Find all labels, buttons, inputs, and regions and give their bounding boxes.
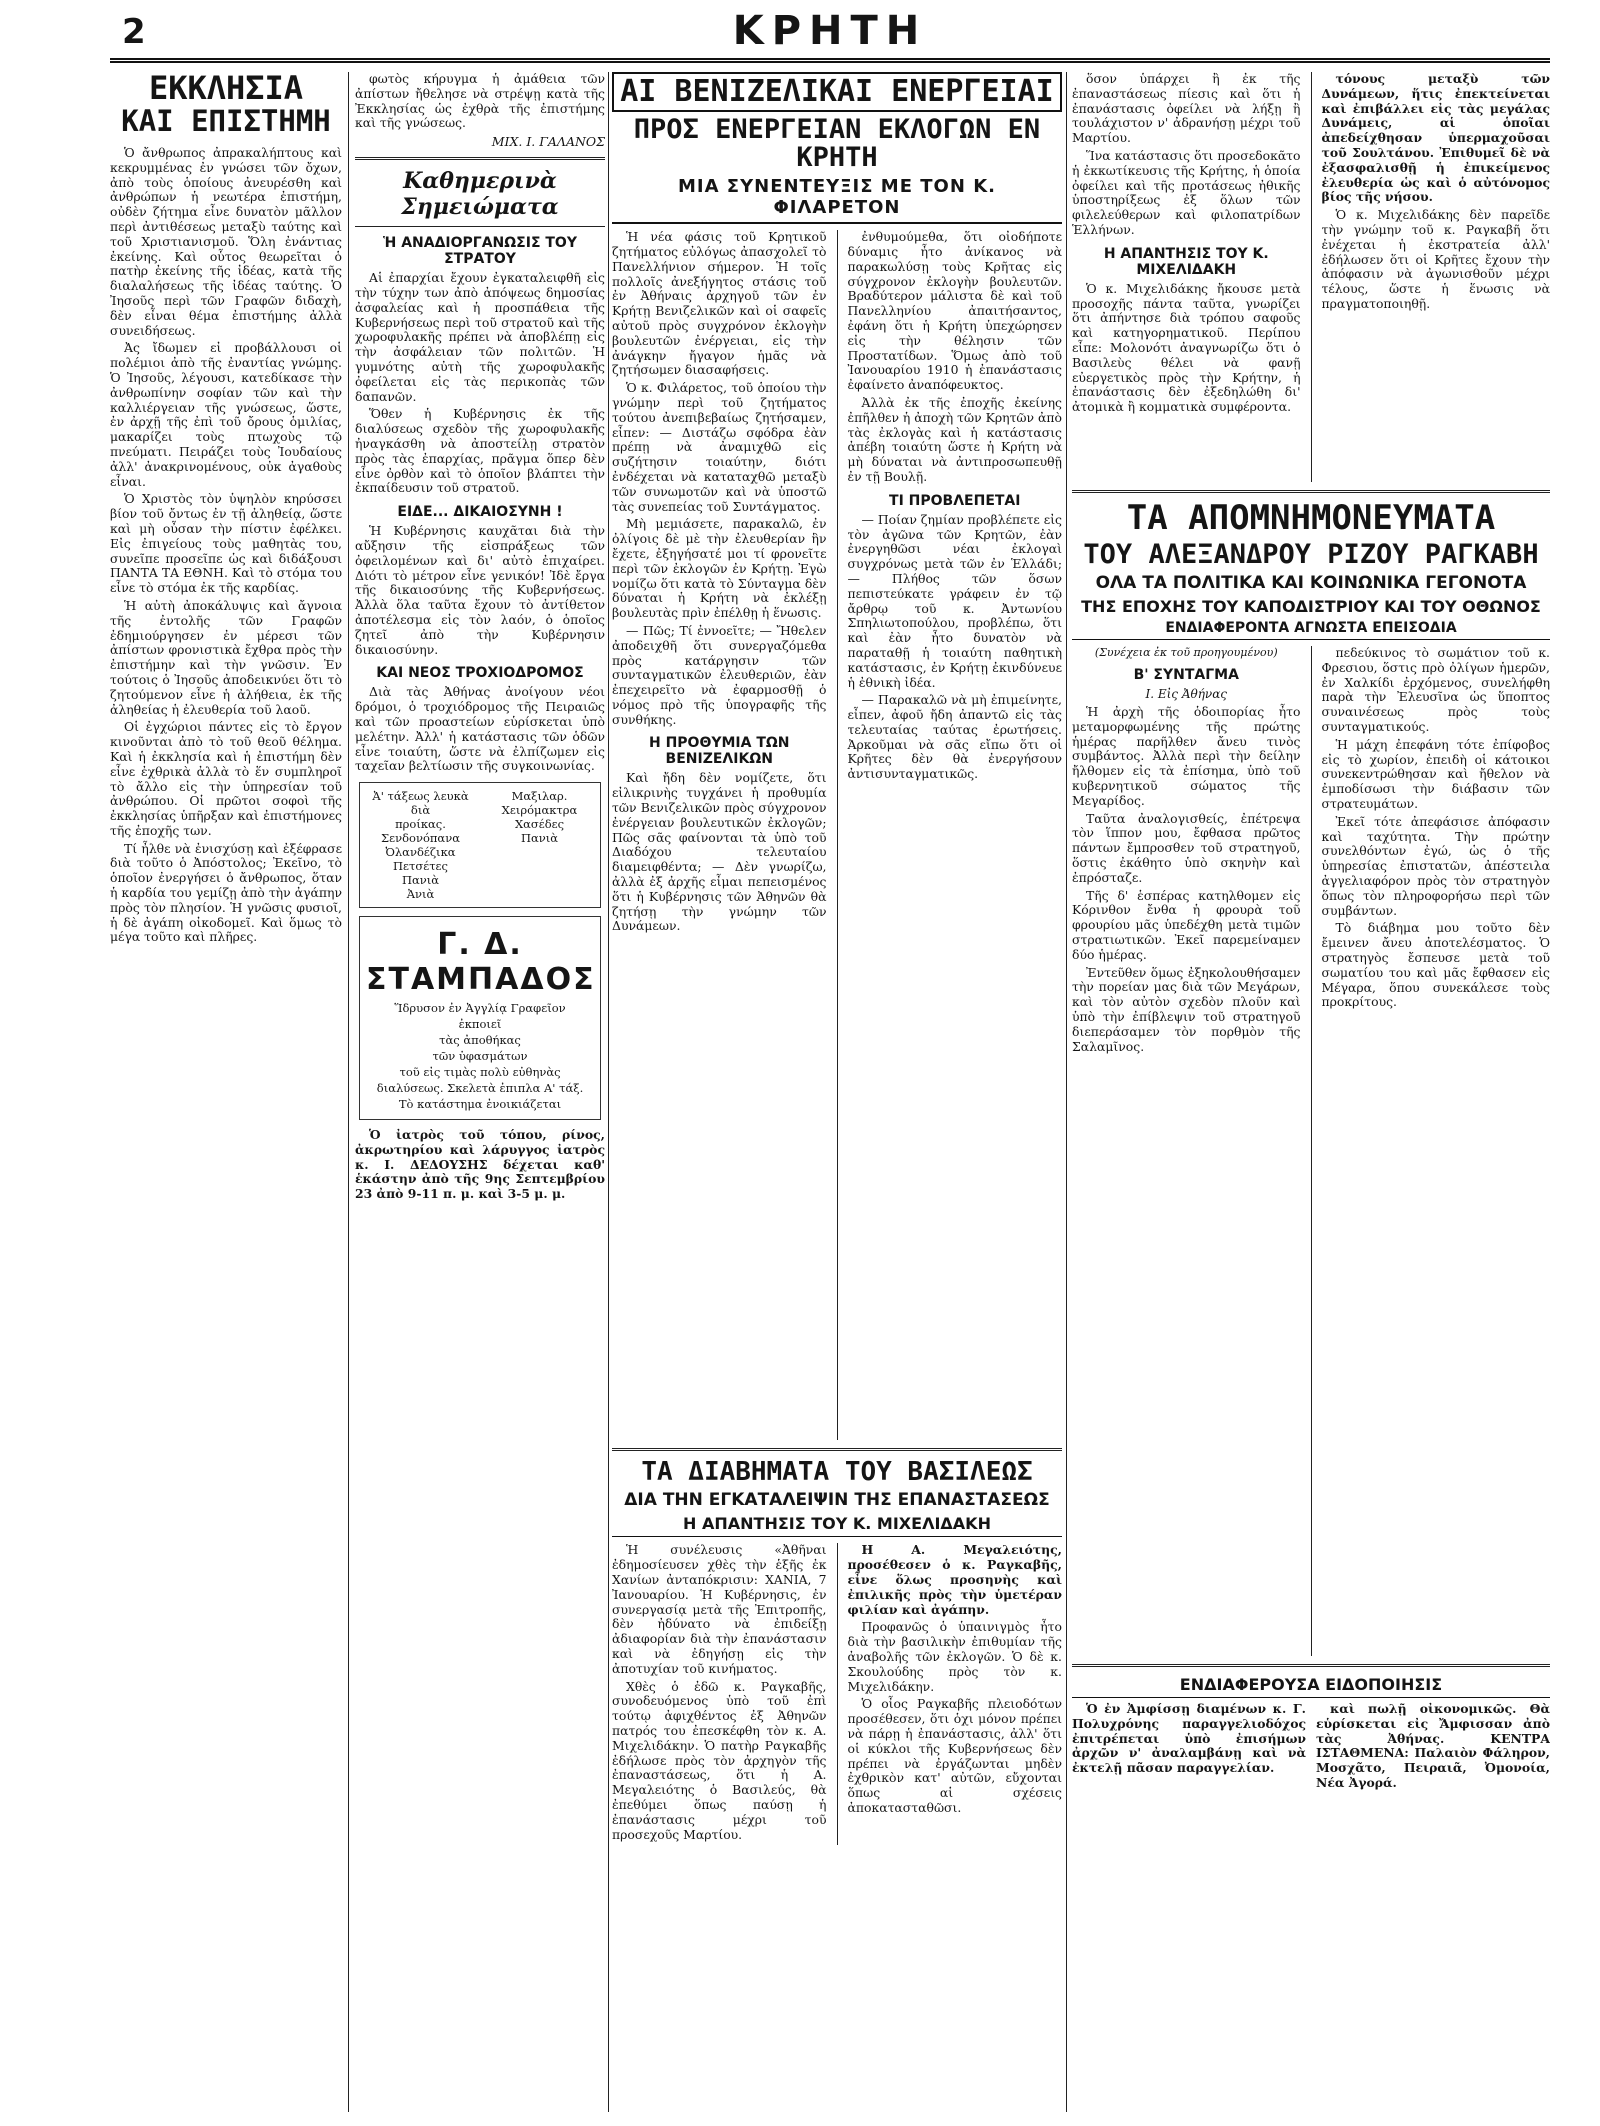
article-paragraph: Ἡ νέα φάσις τοῦ Κρητικοῦ ζητήματος εὐλόγως ἀπασχολεῖ τὸ Πανελλήνιον σήμερον. Ἡ τοῖς πολλοῖς ἀνεξήγητος στάσις τοῦ ἐν Ἀθήναις ἀρχηγοῦ τῶν ἐν Κρήτῃ Βενιζελικῶν καὶ οἱ σαφεῖς αὐτοῦ πρὸς συγχρόνον ἐκλογὴν βουλευτῶν ἐνέργειαι, εἰς τὴν ἀνάγκην ἤγαγον ἡμᾶς νὰ ζητήσωμεν διασαφήσεις.	[612, 230, 827, 378]
article-paragraph: Προφανῶς ὁ ὑπαινιγμὸς ἦτο διὰ τὴν βασιλικὴν ἐπιθυμίαν τῆς ἀναβολῆς τῶν ἐκλογῶν. Ὁ δὲ κ. Σκουλούδης πρὸς τὸν κ. Μιχελιδάκην.	[847, 1619, 1062, 1694]
memoirs-right	[1322, 646, 1551, 1656]
ad-list	[366, 789, 594, 901]
subtitle: ΚΑΙ ΝΕΟΣ ΤΡΟΧΙΟΔΡΟΜΟΣ	[376, 665, 584, 682]
inner-rule	[1311, 72, 1312, 482]
inner-rule	[837, 1543, 838, 1845]
linen-advertisement	[359, 782, 601, 908]
subtitle: ΕΙΔΕ... ΔΙΚΑΙΟΣΥΝΗ !	[397, 504, 563, 521]
author-signature: ΜΙΧ. Ι. ΓΑΛΑΝΟΣ	[491, 134, 605, 150]
continued-article	[1072, 72, 1550, 482]
article-paragraph: Ἀς ἴδωμεν εἰ προβάλλουσι οἱ πολέμιοι ἀπὸ τῆς ἐναντίας γνώμης. Ὁ Ἰησοῦς, λέγουσι, κατεδίκασε τὴν ἀνθρωπίνην σοφίαν τῶν καὶ τὴν καλλιέργειαν τῆς γνώσεως, ὥστε, ἐν ἀρχῇ τῆς ἐπὶ τοῦ ὄρους ὁμιλίας, μακαρίζει τοὺς πτωχοὺς τῷ πνεύματι. Πειράζει τοὺς Ἰουδαίους ἀλλ' ἀνακρινομένους, οὐκ ἀγαθοὺς εἶναι.	[110, 340, 342, 489]
column-church-science	[110, 72, 342, 2112]
king-headline-line1: ΤΑ ΔΙΑΒΗΜΑΤΑ ΤΟΥ ΒΑΣΙΛΕΩΣ	[641, 1457, 1033, 1488]
notice-title: ΕΝΔΙΑΦΕΡΟΥΣΑ ΕΙΔΟΠΟΙΗΣΙΣ	[1072, 1675, 1550, 1698]
king-article-right	[848, 1543, 1063, 1845]
article-paragraph: Ὁ ἄνθρωπος ἀπρακαλήπτους καὶ κεκρυμμένας ἐν γνώσει τῶν ὄχων, ἀπὸ τοὺς ὁποίους ἀνευρέσθη καὶ ἀνθρώπων ἡ νεωτέρα ἐπιστήμη, οὐδὲν ζήτημα εἶνε δυνατὸν μᾶλλον περὶ ἀντιθέσεως μεταξὺ ταύτης καὶ τοῦ Χριστιανισμοῦ. Ὅλη ἐνάντιας ἐκείνης. Καὶ οὗτος θεωρεῖται ὁ πατὴρ ἐκείνης τῆς ἰδέας, κατὰ τῆς διαλαλήσεως τῆς ἰδέας ταύτης. Ὁ Ἰησοῦς περὶ τῶν Γραφῶν διδαχὴ, δὲν εἶναι θέμα ἐπιστήμης ἀλλὰ συνειδήσεως.	[110, 145, 342, 338]
ad-subtitle: Ἵδρυσον ἐν Ἀγγλίᾳ Γραφεῖον	[394, 1001, 566, 1016]
article-paragraph: ἐνθυμούμεθα, ὅτι οἰοδήποτε δύναμις ἦτο ἀνίκανος νὰ παρακωλύσῃ τοὺς Κρῆτας εἰς σύγχρονον ἐκλογὴν βουλευτῶν. Βραδύτερον μάλιστα δὲ καὶ τοῦ Πανελληνίου ἀπαιτήσαντος, ἐφάνη ὅτι ἡ Κρήτη ὑπεχώρησεν εἰς τὴν θέλησιν τῶν Προστατίδων. Ὅμως ἀπὸ τοῦ Ἰανουαρίου 1910 ἡ ἐπανάστασις ἐφαίνετο ἀναπόφευκτος.	[847, 230, 1062, 393]
memoirs-left	[1072, 646, 1301, 1656]
intro-paragraph: φωτὸς κήρυγμα ἡ ἀμάθεια τῶν ἀπίστων ἤθελησε νὰ στρέψῃ κατὰ τῆς Ἐκκλησίας ὡς ἐχθρὰ τῆς ἐπιστήμης καὶ τῆς γνώσεως.	[355, 72, 605, 131]
masthead	[110, 8, 1550, 63]
article-paragraph: Τῆς δ' ἑσπέρας κατηλθομεν εἰς Κόρινθον ἔνθα ἡ φρουρὰ τοῦ φρουρίου μᾶς ὑπεδέχθη μετὰ τιμῶν στρατιωτικῶν. Ἐκεῖ παρεμείναμεν δύο ἡμέρας.	[1072, 887, 1301, 962]
article-paragraph: Ὅθεν ἡ Κυβέρνησις ἐκ τῆς διαλύσεως σχεδὸν τῆς χωροφυλακῆς ἠναγκάσθη νὰ ἀποστείλῃ στρατὸν πρὸς τὰς ἐπαρχίας, πρᾶγμα ὅπερ δὲν εἶνε ὀρθὸν καὶ τὸ ὁποῖον βλάπτει τὴν ἐκπαίδευσιν τοῦ στρατοῦ.	[355, 406, 605, 496]
article-title-line1: ΕΚΚΛΗΣΙΑ	[148, 72, 304, 107]
newspaper-title: ΚΡΗΤΗ	[732, 8, 928, 54]
ad-line: Ἀνιὰ	[406, 887, 435, 902]
article-paragraph: Καὶ ἤδη δὲν νομίζετε, ὅτι εἰλικρινὴς τυγχάνει ἡ προθυμία τῶν Βενιζελικῶν πρὸς σύγχρονον ἐνέργειαν βουλευτικῶν ἐκλογῶν; Πῶς σᾶς φαίνονται τὰ ὑπὸ τοῦ Διαδόχου τελευταίου διαμειφθέντα; — Δὲν γνωρίζω, ἀλλὰ ἐξ ἀρχῆς εἶμαι πεπεισμένος ὅτι ἡ Κυβέρνησις τῶν Ἀθηνῶν θὰ ζητήσῃ τὴν γνώμην τῶν Δυνάμεων.	[612, 770, 827, 934]
divider	[355, 226, 605, 227]
king-article-left	[612, 1543, 827, 1845]
article-paragraph: Ἡ συνέλευσις «Ἀθῆναι ἐδημοσίευσεν χθὲς τὴν ἑξῆς ἐκ Χανίων ἀνταπόκρισιν: ΧΑΝΙΑ, 7 Ἰανουαρίου. Ἡ Κυβέρνησις, ἐν συνεργασίᾳ μετὰ τῆς Ἐπιτροπῆς, δὲν ἠδύνατο νὰ ἐπιδείξῃ ἀδιαφορίαν διὰ τὴν ἐπανάστασιν καὶ νὰ ἐδηγήσῃ εἰς τὴν ἀποτυχίαν τοῦ κινήματος.	[612, 1542, 827, 1676]
doctor-notice: Ὁ ἰατρὸς τοῦ τόπου, ρίνος, ἀκρωτηρίου καὶ λάρυγγος ἰατρὸς κ. Ι. ΔΕΔΟΥΣΗΣ δέχεται καθ' ἑκάστην ἀπὸ τῆς 9ης Σεπτεμβρίου 23 ἀπὸ 9-11 π. μ. καὶ 3-5 μ. μ.	[355, 1127, 605, 1202]
article-paragraph: Οἱ ἐγχώριοι πάντες εἰς τὸ ἔργον κινοῦνται ἀπὸ τὸ τοῦ θεοῦ θέλημα. Καὶ ἡ ἐκκλησία καὶ ἡ ἐπιστήμη δὲν εἶνε ἐχθρικὰ ἀλλὰ τὸ ἕν συμπληροῖ τὸ ἄλλο εἰς τὴν ὑπηρεσίαν τοῦ ἀνθρώπου. Οἱ πρῶτοι σοφοὶ τῆς ἐκκλησίας ὑπῆρξαν καὶ ἐπιστήμονες τῆς ἐποχῆς των.	[110, 719, 342, 838]
column-daily-notes	[355, 72, 605, 2112]
subtitle: Η ΑΠΑΝΤΗΣΙΣ ΤΟΥ Κ. ΜΙΧΕΛΙΔΑΚΗ	[1103, 245, 1269, 278]
article-paragraph: Τὸ διάβημα μου τοῦτο δὲν ἔμεινεν ἄνευ ἀποτελέσματος. Ὁ στρατηγὸς ἔσπευσε μετὰ τοῦ σωματίου του καὶ μᾶς ἔφθασεν εἰς Μέγαρα, ὅπου συνεκάλεσε τοὺς προκρίτους.	[1321, 920, 1550, 1010]
article-paragraph: πεδεύκινος τὸ σωμάτιον τοῦ κ. Φρεσιου, ὅστις πρὸ ὀλίγων ἡμερῶν, ἐν Χαλκίδι ἐρχόμενος, συνελήφθη παρὰ τὴν Ἐλευσῖνα ὡς ὕποπτος συναινέσεως πρὸς τοὺς συνταγματικούς.	[1321, 646, 1550, 735]
section-title-line2: Σημειώματα	[401, 194, 559, 221]
divider	[612, 1448, 1062, 1451]
article-paragraph: Αἱ ἐπαρχίαι ἔχουν ἐγκαταλειφθῆ εἰς τὴν τύχην των ἀπὸ ἀπόψεως δημοσίας ἀσφαλείας καὶ ἡ προσπάθεια τῆς Κυβερνήσεως περὶ τοῦ στρατοῦ καὶ τῆς χωροφυλακῆς πρέπει νὰ ἀποβλέπῃ εἰς τὴν ἀσφάλειαν τῶν πολιτῶν. Ἡ γυμνότης αὐτὴ τῆς χωροφυλακῆς ὀφείλεται εἰς τὰς περικοπὰς τῶν δαπανῶν.	[355, 270, 605, 404]
subtitle: ΤΙ ΠΡΟΒΛΕΠΕΤΑΙ	[889, 492, 1021, 509]
ad-merchant-name: Γ. Δ. ΣΤΑΜΠΑΔΟΣ	[366, 927, 596, 998]
memoirs-headline-line5: ΕΝΔΙΑΦΕΡΟΝΤΑ ΑΓΝΩΣΤΑ ΕΠΕΙΣΟΔΙΑ	[1072, 620, 1550, 640]
article-paragraph: Ἐντεῦθεν ὅμως ἐξηκολουθήσαμεν τὴν πορείαν μας διὰ τῶν Μεγάρων, καὶ τὸν αὐτὸν σχεδὸν πλοῦν καὶ ὑπὸ τὴν ἐπίβλεψιν τοῦ στρατηγοῦ διεπεράσαμεν τὸν πορθμὸν τῆς Σαλαμῖνος.	[1072, 964, 1301, 1054]
continuation-note: (Συνέχεια ἐκ τοῦ προηγουμένου)	[1094, 646, 1278, 660]
king-article-body	[612, 1543, 1062, 1845]
notice-right: καὶ πωλῇ οἰκονομικῶς. Θὰ εὑρίσκεται εἰς Ἄμφισσαν ἀπὸ τὰς Ἀθήνας. ΚΕΝΤΡΑ ΙΣΤΑΘΜΕΝΑ: Παλαιὸν Φάληρον, Μοσχᾶτο, Πειραιᾶ, Ὀμονοία, Νέα Ἀγορά.	[1316, 1701, 1550, 1791]
article-column-left	[612, 230, 827, 1440]
column-rule	[1066, 72, 1067, 2112]
memoirs-body	[1072, 646, 1550, 1656]
memoir-title: Β' ΣΥΝΤΑΓΜΑ	[1133, 667, 1239, 684]
article-paragraph: Ἡ αὐτὴ ἀποκάλυψις καὶ ἄγνοια τῆς ἐντολῆς τῶν Γραφῶν ἐδημιούργησεν ἐν μέρεσι τῶν ἀπίστων φρονιστικὰ ἔχθρα πρὸς τὴν ἐπιστήμην καὶ τὴν γνῶσιν. Ἐν τούτοις ὁ Ἰησοῦς ἀποδεικνύει ὅτι τὸ ζητούμενον εἶνε ἡ ἀλήθεια, ἐκ τῆς ἀληθείας ἡ ἐλευθερία τοῦ λαοῦ.	[110, 597, 342, 717]
article-paragraph: Τί ἦλθε νὰ ἐνισχύσῃ καὶ ἐξέφρασε διὰ τοῦτο ὁ Ἀπόστολος; Ἐκεῖνο, τὸ ὁποῖον ἐνεργήσει ὁ ἄνθρωπος, ὅταν ἡ καρδία του γεμίζῃ ἀπὸ τὴν ἀγάπην πρὸς τὸν πλησίον. Ἡ γνῶσις φυσιοῖ, ἡ δὲ ἀγάπη οἰκοδομεῖ. Καὶ ὅμως τὸ μέγα τοῦτο καὶ πλῆρες.	[110, 840, 342, 945]
headline-line1: ΑΙ ΒΕΝΙΖΕΛΙΚΑΙ ΕΝΕΡΓΕΙΑΙ	[612, 72, 1062, 112]
ad-line: τοῦ εἰς τιμὰς πολὺ εὐθηνὰς	[399, 1065, 561, 1080]
article-paragraph: Ὁ Χριστὸς τὸν ὑψηλὸν κηρύσσει βίον τοῦ ὄντως ἐν τῇ ἀληθείᾳ, ὥστε καὶ μὴ οὖσαν τὴν πίστιν ἐφέλκει. Εἰς ἐπιγείους τοὺς μαθητὰς του, συνεῖπε προσεῖπε ὡς καὶ διδάξουσι ΠΑΝΤΑ ΤΑ ΕΘΝΗ. Καὶ τὸ στόμα του εἶνε τὸ στόμα ἐκ τῆς καρδίας.	[110, 491, 342, 596]
continued-article-right	[1322, 72, 1551, 482]
article-body	[612, 230, 1062, 1440]
article-paragraph: Ἵνα κατάστασις ὅτι προσεδοκᾶτο ἡ ἐκκωτίκευσις τῆς Κρήτης, ἡ ὁποία ὀφείλει καὶ τῆς προτάσεως ἠθικῆς ὑποστηρίξεως ἐξ ὅλων τῶν φιλελεύθερων καὶ φιλοπατρίδων Ἑλλήνων.	[1072, 147, 1301, 237]
column-rule	[348, 72, 349, 2112]
ad-line: τῶν ὑφασμάτων	[432, 1049, 528, 1064]
article-paragraph: Ταῦτα ἀναλογισθείς, ἐπέτρεψα τὸν ἵππον μου, ἔφθασα πρῶτος πάντων ἔμπροσθεν τοῦ στρατηγοῦ, ὅστις ἐκάθητο ὑπὸ σκηνὴν καὶ ἐπρόσταζε.	[1072, 810, 1301, 885]
article-paragraph: τόνους μεταξὺ τῶν Δυνάμεων, ἥτις ἐπεκτείνεται καὶ ἐπιβάλλει εἰς τὰς μεγάλας Δυνάμεις, αἱ ὁποῖαι ἀπεδείχθησαν ὑπερμαχοῦσαι τοῦ Σουλτάνου. Ἐπιθυμεῖ δὲ νὰ ἐξασφαλισθῇ ἡ ἐπικείμενος ἐλευθερία ὡς καὶ ὁ αὐτόνομος βίος τῆς νήσου.	[1321, 72, 1550, 205]
article-paragraph: Ἡ μάχη ἐπεφάνη τότε ἐπίφοβος εἰς τὸ χωρίον, ἐπειδὴ οἱ κάτοικοι συνεκεντρώθησαν καὶ ἤθελον νὰ ἐμποδίσωσι τὴν διάβασιν τῶν στρατευμάτων.	[1321, 736, 1550, 811]
stampados-advertisement	[359, 916, 601, 1120]
inner-rule	[837, 230, 838, 1440]
ad-line: διαλύσεως. Σκελετὰ ἐπιπλα Α' τάξ.	[376, 1081, 584, 1096]
ad-line: Πανιὰ	[520, 831, 559, 846]
ad-line: τὰς ἀποθήκας	[439, 1033, 521, 1048]
king-headline-line2: ΔΙΑ ΤΗΝ ΕΓΚΑΤΑΛΕΙΨΙΝ ΤΗΣ ΕΠΑΝΑΣΤΑΣΕΩΣ	[624, 1490, 1050, 1511]
ad-line: Μαξιλαρ.	[511, 789, 568, 804]
memoirs-headline-line4: ΤΗΣ ΕΠΟΧΗΣ ΤΟΥ ΚΑΠΟΔΙΣΤΡΙΟΥ ΚΑΙ ΤΟΥ ΟΘΩΝΟΣ	[1081, 597, 1541, 617]
article-paragraph: Ἡ Κυβέρνησις καυχᾶται διὰ τὴν αὔξησιν τῆς εἰσπράξεως τῶν ὀφειλομένων καὶ δι' αὐτὸ ἐπιχαίρει. Διότι τὸ μέτρον εἶνε γενικόν! Ἰδὲ ἔργα τῆς δικαιοσύνης τῆς Κυβερνήσεως. Ἀλλὰ ὅλα ταῦτα ἔχουν τὸ ἀντίθετον ἀποτέλεσμα εἰς τὸν λαόν, ὁ ὁποῖος ζητεῖ ἀπὸ τὴν Κυβέρνησιν δικαιοσύνην.	[355, 523, 605, 657]
article-paragraph: — Παρακαλῶ νὰ μὴ ἐπιμείνητε, εἶπεν, ἀφοῦ ἤδη ἀπαντῶ εἰς τὰς τελευταίας ταύτας ἐρωτήσεις. Ἀρκοῦμαι νὰ σᾶς εἴπω ὅτι οἱ Κρῆτες δὲν θὰ ἐνεργήσουν ἀντισυνταγματικῶς.	[847, 692, 1062, 782]
memoir-section: Ι. Εἰς Ἀθήνας	[1145, 687, 1228, 702]
divider	[355, 157, 605, 160]
article-paragraph: Ὁ οἶος Ραγκαβῆς πλειοδότων προσέθεσεν, ὅτι ὁχι μόνον πρέπει νὰ πάρῃ ἡ ἐπανάστασις, ἀλλ' ὅτι οἱ κύκλοι τῆς Κυβερνήσεως δὲν πρέπει νὰ ἐργάζωνται μηδὲν ἐχθρικὸν κατ' αὐτῶν, εὔχονται ὅπως αἱ σχέσεις ἀποκατασταθῶσι.	[847, 1696, 1062, 1816]
article-column-right	[848, 230, 1063, 1440]
ad-line: προίκας. Σενδονόπανα	[381, 817, 460, 846]
article-title-line2: ΚΑΙ ΕΠΙΣΤΗΜΗ	[121, 103, 331, 138]
article-paragraph: — Πῶς; Τί ἐννοεῖτε; — Ἤθελεν ἀποδειχθῆ ὅτι συνεργαζόμεθα πρὸς κατάργησιν τῶν συνταγματικῶν ἐλευθεριῶν, ἐὰν ἐπεχειρεῖτο νὰ ἐφαρμοσθῇ ὁ νόμος πρὸ τῆς ὑπογραφῆς τῆς συνθήκης.	[612, 622, 827, 727]
ad-line: Τὸ κατάστημα ἐνοικιάζεται	[398, 1097, 562, 1112]
ad-line: Ἀ' τάξεως λευκὰ διὰ	[372, 789, 469, 818]
article-paragraph: ὅσον ὑπάρχει ἢ ἐκ τῆς ἐπαναστάσεως πίεσις καὶ ὅτι ἡ ἐπανάστασις ὀφείλει νὰ λήξῃ ἢ τουλάχιστον ν' ἀδρανήσῃ μέχρι τοῦ Μαρτίου.	[1072, 72, 1301, 146]
article-paragraph: Ὁ κ. Φιλάρετος, τοῦ ὁποίου τὴν γνώμην περὶ τοῦ ζητήματος τούτου ἀνεπιβεβαίως ζητήσαμεν, εἶπεν: — Διστάζω σφόδρα ἐὰν πρέπῃ νὰ ἀναμιχθῶ εἰς συζήτησιν τοιαύτην, διότι ἐνδέχεται νὰ καταταχθῶ μεταξὺ τῶν συνωμοτῶν καὶ νὰ ὑποστῶ τὰς συνεπείας τοῦ Συντάγματος.	[612, 380, 827, 514]
notice-body	[1072, 1702, 1550, 1794]
headline-line3: ΜΙΑ ΣΥΝΕΝΤΕΥΞΙΣ ΜΕ ΤΟΝ Κ. ΦΙΛΑΡΕΤΟΝ	[612, 176, 1062, 224]
column-venizelist-activities	[612, 72, 1062, 2112]
memoirs-headline-line2: ΤΟΥ ΑΛΕΞΑΝΔΡΟΥ ΡΙΖΟΥ ΡΑΓΚΑΒΗ	[1083, 538, 1539, 570]
notice-left: Ὁ ἐν Ἀμφίσσῃ διαμένων κ. Γ. Πολυχρόνης παραγγελιοδόχος ἐπιτρέπεται ὑπὸ ἐπισήμων ἀρχῶν ν' ἀναλαμβάνῃ καὶ νὰ ἐκτελῇ πᾶσαν παραγγελίαν.	[1072, 1701, 1306, 1776]
article-paragraph: Ἡ ἀρχὴ τῆς ὁδοιπορίας ἦτο μεταμορφωμένης τῆς πρώτης ἡμέρας παρῆλθεν ἄνευ τινὸς συμβάντος. Ἀλλὰ περὶ τὴν δείλην ἤλθομεν εἰς τὰ ἐπίσημα, ὑπὸ τοῦ κυβερνητικοῦ σώματος τῆς Μεγαρίδος.	[1072, 704, 1301, 808]
ad-line: Πετσέτες	[393, 859, 448, 874]
section-title-line1: Καθημερινὰ	[403, 168, 557, 195]
article-paragraph: Χθὲς ὁ ἐδῶ κ. Ραγκαβῆς, συνοδευόμενος ὑπὸ τοῦ ἐπὶ τούτῳ ἀφιχθέντος ἐξ Ἀθηνῶν πατρός του ἐπεσκέφθη τὸν κ. Α. Μιχελιδάκην. Ὁ πατὴρ Ραγκαβῆς ἐδήλωσε πρὸς τὸν ἀρχηγὸν τῆς ἐπαναστάσεως, ὅτι ἡ Α. Μεγαλειότης ὁ Βασιλεύς, θὰ ἐπεθύμει ὅπως παύσῃ ἡ ἐπανάστασις μέχρι τοῦ προσεχοῦς Μαρτίου.	[612, 1678, 827, 1842]
divider	[1072, 1664, 1550, 1667]
inner-rule	[1311, 646, 1312, 1656]
ad-line: Χασέδες	[514, 817, 565, 832]
article-paragraph: Ὁ κ. Μιχελιδάκης ἤκουσε μετὰ προσοχῆς πάντα ταῦτα, γνωρίζει ὅτι ἀπήντησε διὰ τρόπου σαφοῦς καὶ κατηγορηματικοῦ. Περίπου εἶπε: Μολονότι ἀναγνωρίζω ὅτι ὁ Βασιλεὺς θέλει νὰ φανῇ εὐεργετικὸς πρὸς τὴν Κρήτην, ἡ ἐπανάστασις δὲν ἐξεδηλώθη δι' ἀτομικὰ ἢ κομματικὰ συμφέροντα.	[1072, 280, 1301, 415]
ad-line: ἐκποιεῖ	[458, 1017, 502, 1032]
subtitle: Ἡ ΑΝΑΔΙΟΡΓΑΝΩΣΙΣ ΤΟΥ ΣΤΡΑΤΟΥ	[383, 235, 577, 268]
ad-line: Πανιὰ	[401, 873, 440, 888]
subtitle: Η ΠΡΟΘΥΜΙΑ ΤΩΝ ΒΕΝΙΖΕΛΙΚΩΝ	[648, 735, 790, 768]
article-paragraph: Ἐκεῖ τότε ἀπεφάσισε ἀπόφασιν καὶ ταχύτητα. Τὴν πρώτην συνελθόντων ἐγώ, ὡς ὁ τῆς ὑπηρεσίας ἐπιστατῶν, ἀπέστειλα ἀγγελιαφόρον πρὸς τὸν στρατηγὸν ὅπως τὸν πληροφορήσω περὶ τῶν συμβάντων.	[1321, 813, 1550, 918]
memoirs-headline-line3: ΟΛΑ ΤΑ ΠΟΛΙΤΙΚΑ ΚΑΙ ΚΟΙΝΩΝΙΚΑ ΓΕΓΟΝΟΤΑ	[1095, 573, 1527, 594]
ad-line: Χειρόμακτρα	[501, 803, 578, 818]
continued-article-left	[1072, 72, 1301, 482]
article-paragraph: Η Α. Μεγαλειότης, προσέθεσεν ὁ κ. Ραγκαβῆς, εἶνε ὅλως προσηνὴς καὶ ἐπιλικῆς πρὸς τὴν ὑμετέραν φιλίαν καὶ ἀγάπην.	[847, 1542, 1062, 1617]
column-memoirs	[1072, 72, 1550, 2112]
headline-line2: ΠΡΟΣ ΕΝΕΡΓΕΙΑΝ ΕΚΛΟΓΩΝ ΕΝ ΚΡΗΤΗ	[633, 113, 1041, 173]
article-paragraph: — Ποίαν ζημίαν προβλέπετε εἰς τὸν ἀγῶνα τῶν Κρητῶν, ἐὰν ἐνεργηθῶσι νέαι ἐκλογαὶ συγχρόνως μετὰ τῶν ἐν Ἑλλάδι; — Πλήθος τῶν ὅσων πεπιστεύκατε γράφειν ἐν τῷ ἄρθρῳ τοῦ κ. Ἀντωνίου Σπηλιωτοπούλου, προβλέπω, ὅτι καὶ ἐὰν ἦτο δυνατὸν νὰ παραταθῇ ἡ τοιαύτη παθητικὴ κατάστασις, ἐν Κρήτῃ ἐκινδύνευε ἡ ἐθνικὴ ἰδέα.	[847, 511, 1062, 690]
ad-line: Ὀλανδέζικα	[385, 845, 456, 860]
article-paragraph: Μὴ μεμιάσετε, παρακαλῶ, ἐν ὀλίγοις δὲ μὲ τὴν ἐλευθερίαν ἣν ἔχετε, ἐξηγήσατέ μοι τί φρονεῖτε περὶ τῶν ἐκλογῶν ἐν Κρήτῃ. Ἐγὼ νομίζω ὅτι κατὰ τὸ Σύνταγμα δὲν δύναται ἡ Κρήτη νὰ ἐκλέξῃ βουλευτὰς πρὶν ἐπέλθῃ ἡ ἕνωσις.	[612, 516, 827, 621]
article-paragraph: Ἀλλὰ ἐκ τῆς ἐποχῆς ἐκείνης ἐπῆλθεν ἡ ἀποχὴ τῶν Κρητῶν ἀπὸ τὰς ἐκλογὰς καὶ ἡ κατάστασις ἀπέβη τοιαύτη ὥστε ἡ Κρήτη νὰ μὴ δύναται νὰ ἀντιπροσωπευθῇ ἐν τῇ Βουλῇ.	[847, 394, 1062, 484]
divider	[1072, 490, 1550, 493]
article-paragraph: Ὁ κ. Μιχελιδάκης δὲν παρεῖδε τὴν γνώμην τοῦ κ. Ραγκαβῆ ὅτι ἐνέχεται ἡ ἐκστρατεία ἀλλ' ἐδήλωσεν ὅτι οἱ Κρῆτες ἔχουν τὴν ἀπόφασιν νὰ ἀγωνισθοῦν μέχρι τέλους, ὥστε ἡ ἕνωσις νὰ πραγματοποιηθῇ.	[1321, 207, 1550, 311]
king-headline-line3: Η ΑΠΑΝΤΗΣΙΣ ΤΟΥ Κ. ΜΙΧΕΛΙΔΑΚΗ	[612, 1514, 1062, 1537]
page-number: 2	[122, 12, 146, 52]
article-paragraph: Διὰ τὰς Ἀθήνας ἀνοίγουν νέοι δρόμοι, ὁ τροχιόδρομος τῆς Πειραιῶς καὶ τῶν προαστείων εὑρίσκεται ὑπὸ μελέτην. Ἀλλ' ἡ κατάστασις τῶν ὁδῶν εἶνε τοιαύτη, ὥστε νὰ ἐλπίζωμεν εἰς ταχεῖαν βελτίωσιν τῆς συγκοινωνίας.	[355, 684, 605, 774]
column-rule	[608, 72, 609, 2112]
memoirs-headline-line1: ΤΑ ΑΠΟΜΝΗΜΟΝΕΥΜΑΤΑ	[1126, 498, 1496, 538]
